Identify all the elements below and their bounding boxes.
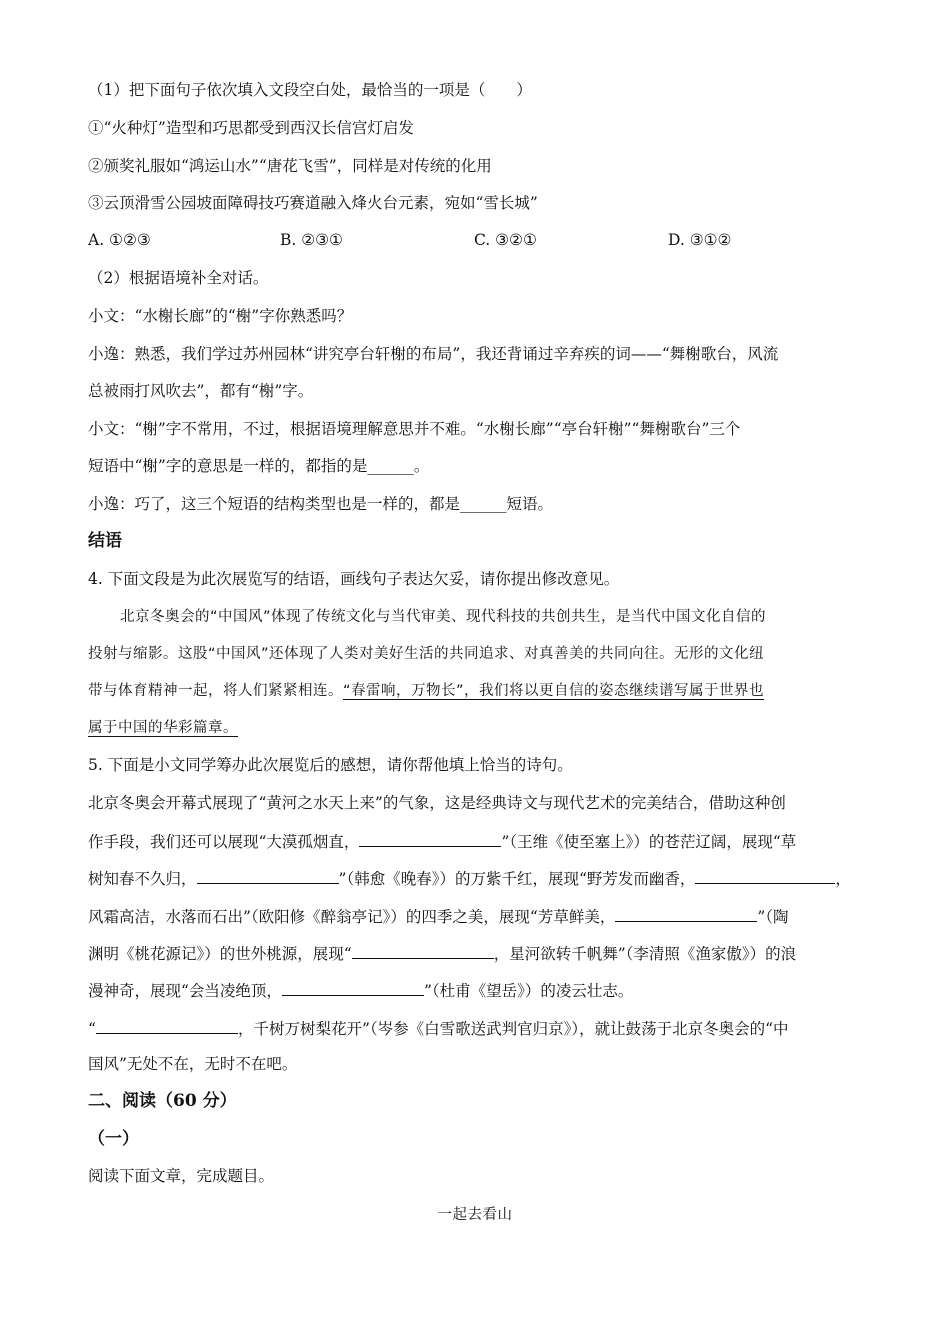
- article-title: 一起去看山: [437, 1207, 513, 1223]
- q5-text: ”（陶: [757, 908, 789, 926]
- q5-text: 渊明《桃花源记》）的世外桃源，展现“: [88, 945, 352, 963]
- q5-text: 风霜高洁，水落而石出”（欧阳修《醉翁亭记》）的四季之美，展现“芳草鲜美，: [88, 908, 616, 926]
- q4-passage-text: 带与体育精神一起，将人们紧紧相连。: [88, 683, 343, 699]
- q5-text: ，星河欲转千帆舞”（李清照《渔家傲》）的浪: [493, 945, 797, 963]
- q4-passage-line: [88, 681, 764, 701]
- dialogue-line: 总被雨打风吹去”，都有“榭”字。: [88, 382, 314, 400]
- dialogue-line: 小文：“榭”字不常用，不过，根据语境理解意思并不难。“水榭长廊”“亭台轩榭”“舞榭歌台”三个: [88, 420, 741, 438]
- answer-blank[interactable]: [615, 905, 757, 922]
- answer-blank[interactable]: [197, 867, 339, 884]
- option-b: B. ②③①: [280, 231, 343, 249]
- q5-text-line: [88, 867, 851, 889]
- reading-instruction: 阅读下面文章，完成题目。: [88, 1167, 275, 1185]
- q5-text: ，千树万树梨花开”（岑参《白雪歌送武判官归京》），就让鼓荡于北京冬奥会的“中: [237, 1020, 789, 1038]
- option-c: C. ③②①: [474, 231, 537, 249]
- sentence-2: ②颁奖礼服如“鸿运山水”“唐花飞雪”，同样是对传统的化用: [88, 157, 492, 175]
- underlined-sentence: “春雷响，万物长”，我们将以更自信的姿态继续谱写属于世界也: [343, 683, 765, 699]
- answer-blank[interactable]: [96, 1017, 238, 1034]
- q4-stem: 4. 下面文段是为此次展览写的结语，画线句子表达欠妥，请你提出修改意见。: [88, 570, 620, 588]
- q5-text: ，: [835, 870, 851, 888]
- section-heading-reading: 二、阅读（60 分）: [88, 1091, 237, 1111]
- q5-text-line: [88, 942, 796, 964]
- q5-text: 漫神奇，展现“会当凌绝顶，: [88, 982, 282, 1000]
- answer-blank[interactable]: [359, 830, 501, 847]
- q5-text-line: [88, 905, 789, 927]
- answer-blank[interactable]: [695, 867, 835, 884]
- dialogue-line: 小逸：熟悉，我们学过苏州园林“讲究亭台轩榭的布局”，我还背诵过辛弃疾的词——“舞榭歌台，风流: [88, 345, 779, 363]
- q5-text: 树知春不久归，: [88, 870, 197, 888]
- q5-stem: 5. 下面是小文同学筹办此次展览后的感想，请你帮他填上恰当的诗句。: [88, 756, 573, 774]
- sentence-1: ①“火种灯”造型和巧思都受到西汉长信宫灯启发: [88, 119, 414, 137]
- q5-text-line: 北京冬奥会开幕式展现了“黄河之水天上来”的气象，这是经典诗文与现代艺术的完美结合，借助这种创: [88, 794, 786, 812]
- q4-passage-line: 北京冬奥会的“中国风”体现了传统文化与当代审美、现代科技的共创共生，是当代中国文化自信的: [120, 609, 767, 625]
- q5-text: ”（杜甫《望岳》）的凌云壮志。: [423, 982, 634, 1000]
- section-heading-conclusion: 结语: [88, 531, 122, 551]
- q5-text: ”（韩愈《晚春》）的万紫千红，展现“野芳发而幽香，: [338, 870, 696, 888]
- option-a: A. ①②③: [88, 231, 151, 249]
- q5-text: ”（王维《使至塞上》）的苍茫辽阔，展现“草: [501, 833, 797, 851]
- q4-passage-line: 投射与缩影。这股“中国风”还体现了人类对美好生活的共同追求、对真善美的共同向往。无形的文化纽: [88, 646, 765, 662]
- answer-blank[interactable]: [352, 942, 494, 959]
- q5-text-line: [88, 830, 796, 852]
- q5-text-line: 国风”无处不在，无时不在吧。: [88, 1055, 298, 1073]
- q3-sub2-stem: （2）根据语境补全对话。: [88, 269, 269, 287]
- answer-blank[interactable]: [282, 979, 424, 996]
- reading-part-heading: （一）: [88, 1129, 139, 1149]
- sentence-3: ③云顶滑雪公园坡面障碍技巧赛道融入烽火台元素，宛如“雪长城”: [88, 194, 538, 212]
- q5-text-line: [88, 979, 633, 1001]
- dialogue-line: 短语中“榭”字的意思是一样的，都指的是______。: [88, 457, 430, 475]
- dialogue-line: 小逸：巧了，这三个短语的结构类型也是一样的，都是______短语。: [88, 495, 554, 513]
- q5-text: 作手段，我们还可以展现“大漠孤烟直，: [88, 833, 360, 851]
- dialogue-line: 小文：“水榭长廊”的“榭”字你熟悉吗？: [88, 307, 353, 325]
- q4-passage-line: [88, 718, 238, 738]
- underlined-sentence: 属于中国的华彩篇章。: [88, 720, 238, 736]
- q3-sub1-stem: （1）把下面句子依次填入文段空白处，最恰当的一项是（ ）: [88, 81, 532, 99]
- q5-text-line: [88, 1017, 789, 1039]
- q5-text: “: [88, 1020, 96, 1038]
- option-d: D. ③①②: [668, 231, 732, 249]
